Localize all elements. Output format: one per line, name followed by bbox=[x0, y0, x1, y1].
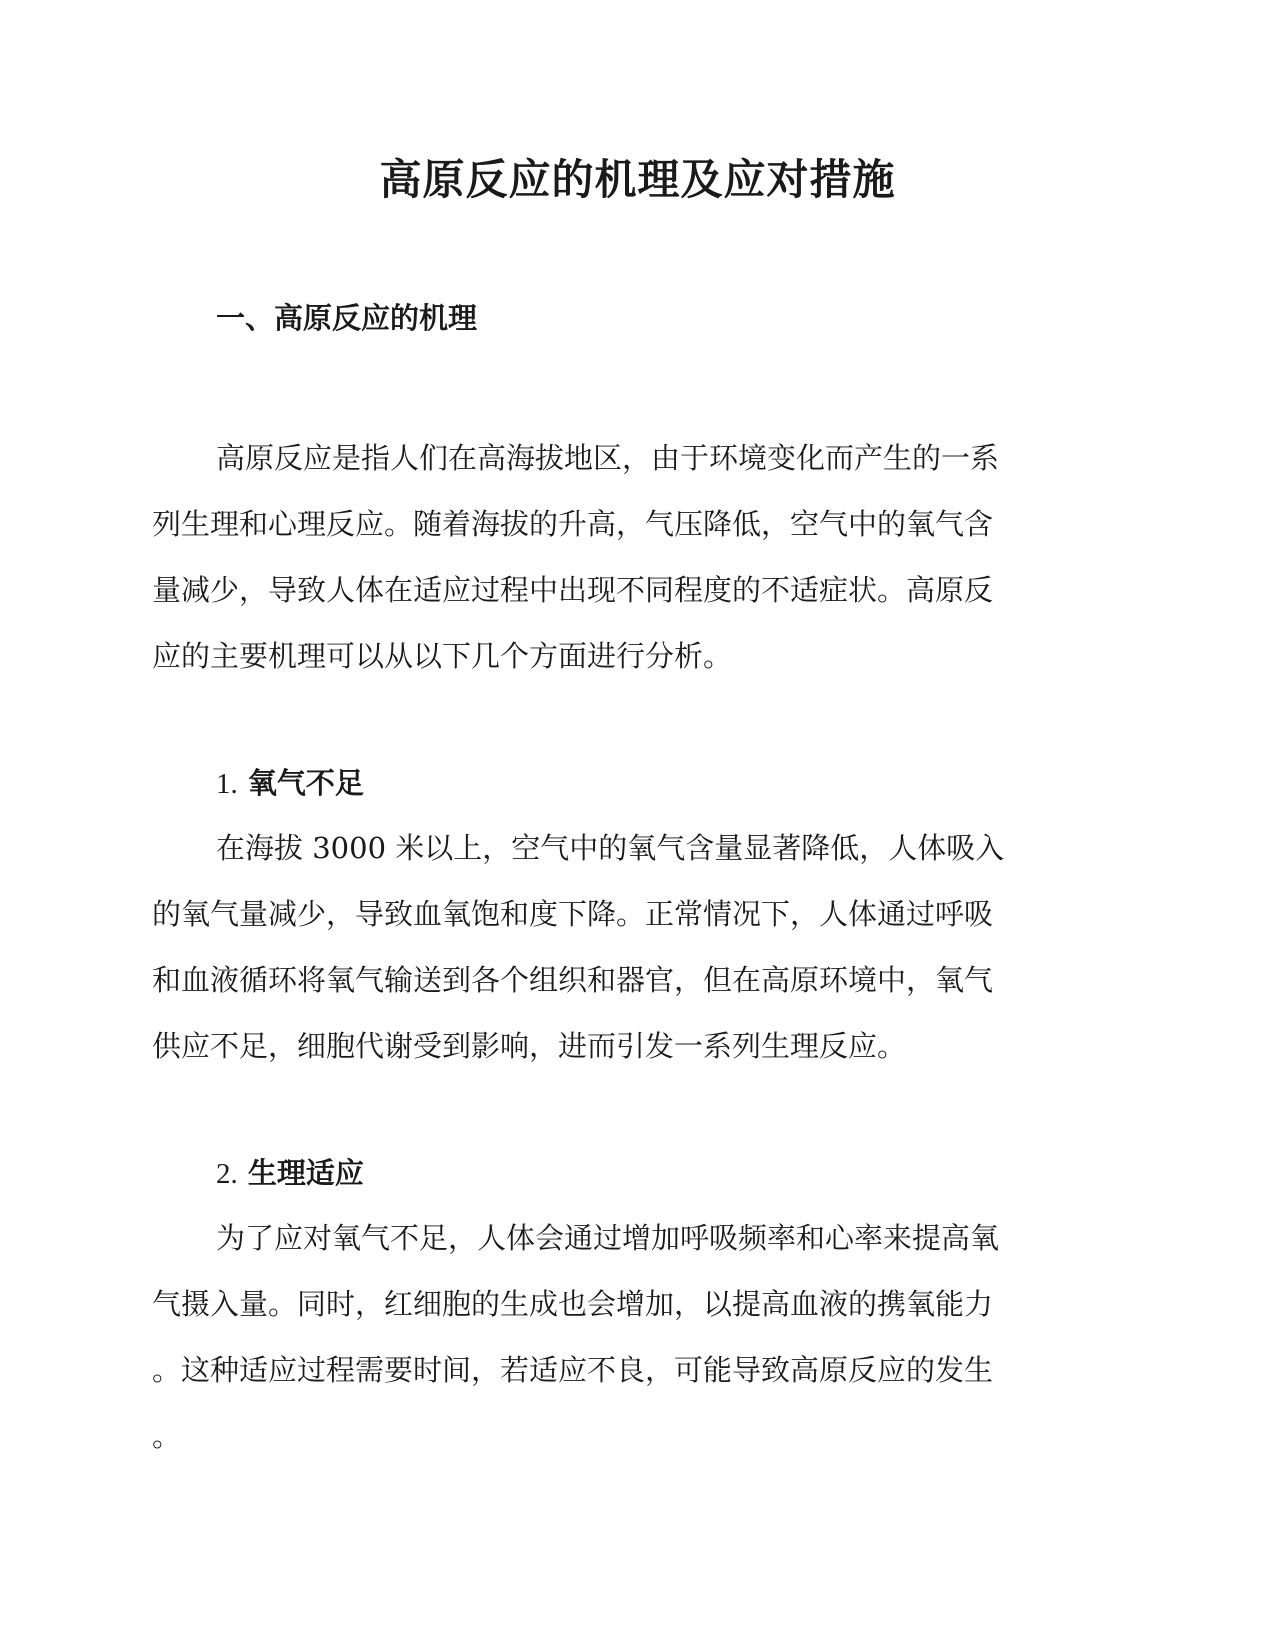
subheading-oxygen-deficiency bbox=[216, 763, 364, 804]
paragraph-line: 。 bbox=[152, 1419, 182, 1453]
intro-paragraph bbox=[152, 425, 1120, 689]
document-title: 高原反应的机理及应对措施 bbox=[379, 155, 896, 204]
paragraph-line: 气摄入量。同时，红细胞的生成也会增加，以提高血液的携氧能力 bbox=[152, 1287, 994, 1321]
paragraph-line: 应的主要机理可以从以下几个方面进行分析。 bbox=[152, 639, 733, 673]
paragraph-line: 。这种适应过程需要时间，若适应不良，可能导致高原反应的发生 bbox=[152, 1353, 994, 1387]
subheading-text: 氧气不足 bbox=[247, 766, 364, 800]
paragraph-line: 为了应对氧气不足，人体会通过增加呼吸频率和心率来提高氧 bbox=[216, 1221, 1000, 1255]
subheading-physiological-adaptation bbox=[216, 1153, 364, 1194]
paragraph-line: 列生理和心理反应。随着海拔的升高，气压降低，空气中的氧气含 bbox=[152, 507, 994, 541]
subheading-number: 1. bbox=[216, 768, 238, 800]
paragraph-line: 供应不足，细胞代谢受到影响，进而引发一系列生理反应。 bbox=[152, 1029, 907, 1063]
paragraph-line: 量减少，导致人体在适应过程中出现不同程度的不适症状。高原反 bbox=[152, 573, 994, 607]
subheading-text: 生理适应 bbox=[247, 1156, 364, 1190]
adaptation-paragraph bbox=[152, 1205, 1120, 1469]
oxygen-paragraph bbox=[152, 815, 1120, 1079]
paragraph-line: 在海拔 3000 米以上，空气中的氧气含量显著降低，人体吸入 bbox=[216, 831, 1005, 865]
paragraph-line: 高原反应是指人们在高海拔地区，由于环境变化而产生的一系 bbox=[216, 441, 1000, 475]
section-heading-mechanism: 一、高原反应的机理 bbox=[216, 301, 478, 335]
paragraph-line: 和血液循环将氧气输送到各个组织和器官，但在高原环境中，氧气 bbox=[152, 963, 994, 997]
subheading-number: 2. bbox=[216, 1158, 238, 1190]
paragraph-line: 的氧气量减少，导致血氧饱和度下降。正常情况下，人体通过呼吸 bbox=[152, 897, 994, 931]
